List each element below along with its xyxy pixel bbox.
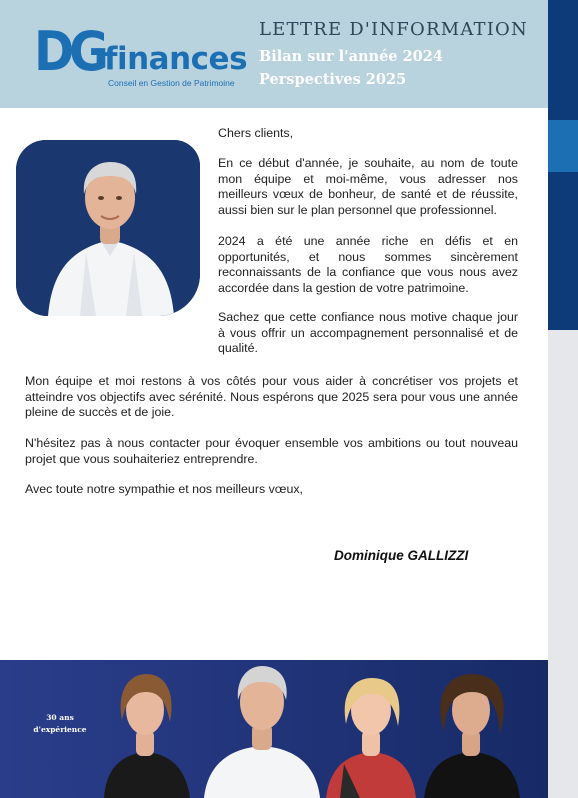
letter-greeting: Chers clients,	[218, 126, 294, 140]
side-accent-blue	[548, 120, 578, 172]
paragraph-text: En ce début d'année, je souhaite, au nom de toute mon équipe et moi-même, vous adresser nos meilleurs vœux de bonheur, de santé et de réussite, aussi bien sur le plan personnel que professionnel.	[218, 156, 518, 217]
letter-paragraph	[218, 234, 518, 296]
letter-paragraph	[25, 436, 518, 467]
experience-years: 30 ans	[46, 713, 74, 722]
newsletter-subtitle-outlook: Perspectives 2025	[259, 71, 407, 88]
logo-tagline: Conseil en Gestion de Patrimoine	[108, 78, 235, 88]
logo-letters: DG	[34, 20, 104, 83]
author-portrait	[16, 140, 200, 316]
paragraph-text: Mon équipe et moi restons à vos côtés pour vous aider à concrétiser vos projets et atteindre vos objectifs avec sérénité. Nous espérons que 2025 sera pour vous une année pleine de succès et de joie.	[25, 374, 518, 420]
signature: Dominique GALLIZZI	[334, 548, 469, 563]
newsletter-subtitle-review: Bilan sur l'année 2024	[259, 48, 443, 65]
company-logo	[34, 20, 248, 92]
author-portrait-illustration	[16, 140, 200, 316]
letter-paragraph	[218, 156, 518, 218]
letter-paragraph	[25, 374, 518, 421]
closing-text: Avec toute notre sympathie et nos meilleurs vœux,	[25, 482, 303, 496]
paragraph-text: Sachez que cette confiance nous motive chaque jour à vous offrir un accompagnement personnalisé et de qualité.	[218, 310, 518, 356]
newsletter-title: LETTRE D'INFORMATION	[259, 19, 528, 40]
logo-word: finances	[104, 41, 248, 77]
paragraph-text: 2024 a été une année riche en défis et en opportunités, et nous sommes sincèrement reconnaissants de la confiance que vous nous avez accordée dans la gestion de votre patrimoine.	[218, 234, 518, 295]
experience-label: d'expérience	[33, 725, 87, 734]
side-accent-gray	[548, 330, 578, 798]
experience-badge	[30, 712, 90, 736]
header-banner	[0, 0, 548, 108]
letter-closing	[25, 482, 518, 498]
letter-paragraph	[218, 310, 518, 357]
paragraph-text: N'hésitez pas à nous contacter pour évoquer ensemble vos ambitions ou tout nouveau projet que vous souhaiteriez entreprendre.	[25, 436, 518, 466]
